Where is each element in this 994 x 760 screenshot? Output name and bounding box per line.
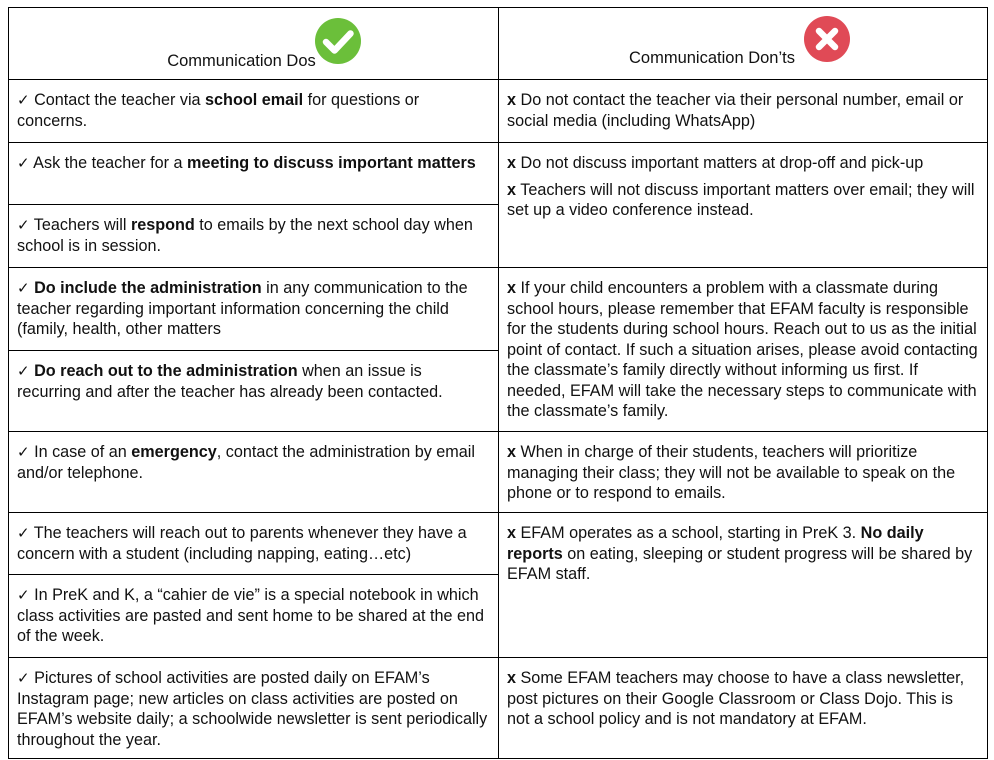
donts-title: Communication Don’ts [629, 49, 795, 67]
donts-cell: x When in charge of their students, teachers will prioritize managing their class; they will not be available to speak on the phone or to respond to emails. [499, 432, 988, 513]
donts-cell: x If your child encounters a problem with a classmate during school hours, please remember that EFAM faculty is responsible for the students during school hours. Reach out to us as the initial point of contact. If such a situation arises, please avoid contacting the classmate’s family directly without informing us first. If needed, EFAM will take the necessary steps to communicate with the classmate’s family. [499, 268, 988, 432]
table-row [9, 268, 988, 351]
dos-cell: ✓ The teachers will reach out to parents whenever they have a concern with a student (including napping, eating…etc) [9, 513, 499, 575]
dos-cell: ✓ Do include the administration in any communication to the teacher regarding important information concerning the child (family, health, other matters [9, 268, 499, 351]
donts-cell: x EFAM operates as a school, starting in PreK 3. No daily reports on eating, sleeping or student progress will be shared by EFAM staff. [499, 513, 988, 658]
checkmark-icon: ✓ [17, 443, 30, 461]
x-mark-icon: x [507, 154, 517, 172]
checkmark-icon: ✓ [17, 586, 30, 604]
x-mark-icon: x [507, 524, 517, 542]
donts-cell: x Do not contact the teacher via their personal number, email or social media (including WhatsApp) [499, 80, 988, 143]
checkmark-icon: ✓ [17, 524, 30, 542]
green-checkmark-icon [315, 18, 361, 64]
dos-cell: ✓ Contact the teacher via school email for questions or concerns. [9, 80, 499, 143]
donts-header-cell [499, 8, 988, 80]
donts-cell: x Do not discuss important matters at drop-off and pick-up x Teachers will not discuss important matters over email; they will set up a video conference instead. [499, 143, 988, 268]
x-mark-icon: x [507, 180, 517, 199]
checkmark-icon: ✓ [17, 91, 30, 109]
donts-cell: x Some EFAM teachers may choose to have a class newsletter, post pictures on their Google Classroom or Class Dojo. This is not a school policy and is not mandatory at EFAM. [499, 658, 988, 759]
checkmark-icon: ✓ [17, 362, 30, 380]
checkmark-icon: ✓ [17, 154, 30, 172]
x-mark-icon: x [507, 669, 517, 687]
table-row [9, 432, 988, 513]
table-row [9, 513, 988, 575]
dos-cell: ✓ Pictures of school activities are posted daily on EFAM’s Instagram page; new articles on class activities are posted on EFAM’s website daily; a schoolwide newsletter is sent periodically throughout the year. [9, 658, 499, 759]
table-row [9, 80, 988, 143]
red-x-icon [804, 16, 850, 62]
checkmark-icon: ✓ [17, 669, 30, 687]
dos-cell: ✓ In PreK and K, a “cahier de vie” is a special notebook in which class activities are pasted and sent home to be shared at the end of the week. [9, 575, 499, 658]
dos-cell: ✓ Ask the teacher for a meeting to discuss important matters [9, 143, 499, 205]
checkmark-icon: ✓ [17, 216, 30, 234]
x-mark-icon: x [507, 443, 517, 461]
dos-cell: ✓ Do reach out to the administration when an issue is recurring and after the teacher has already been contacted. [9, 351, 499, 432]
dos-header-cell [9, 8, 499, 80]
dos-cell: ✓ In case of an emergency, contact the administration by email and/or telephone. [9, 432, 499, 513]
x-mark-icon: x [507, 279, 517, 297]
x-mark-icon: x [507, 91, 517, 109]
checkmark-icon: ✓ [17, 279, 30, 297]
dos-cell: ✓ Teachers will respond to emails by the next school day when school is in session. [9, 205, 499, 268]
communication-table [8, 7, 988, 759]
dos-title: Communication Dos [167, 52, 316, 70]
header-row [9, 8, 988, 80]
table-row [9, 658, 988, 759]
table-row [9, 143, 988, 205]
